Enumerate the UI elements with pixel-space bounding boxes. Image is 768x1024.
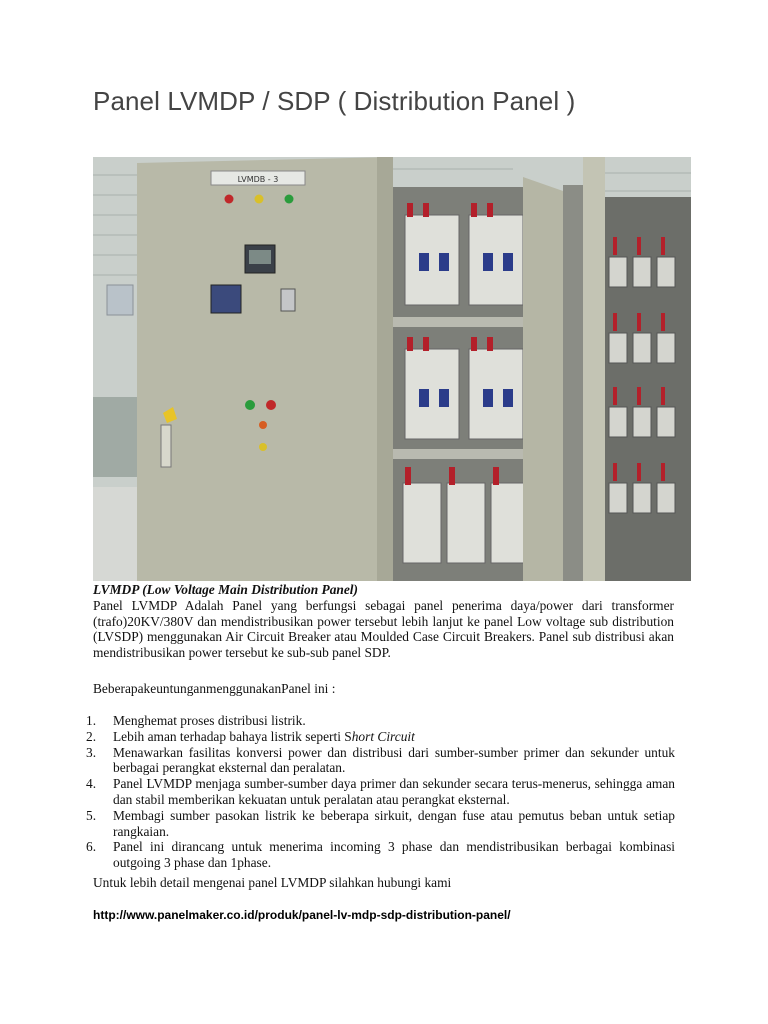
advantages-intro: BeberapakeuntunganmenggunakanPanel ini : — [93, 681, 336, 696]
list-number: 6. — [86, 839, 97, 855]
list-item — [86, 808, 675, 840]
list-item — [86, 839, 675, 871]
description-block — [93, 582, 674, 661]
list-number: 5. — [86, 807, 97, 823]
list-text: Membagi sumber pasokan listrik ke beberapa sirkuit, dengan fuse atau pemutus beban untuk setiap rangkaian. — [113, 807, 675, 839]
door-label: LVMDB - 3 — [237, 175, 279, 184]
list-item — [86, 776, 675, 808]
page-title: Panel LVMDP / SDP ( Distribution Panel ) — [93, 86, 576, 116]
contact-text: Untuk lebih detail mengenai panel LVMDP silahkan hubungi kami — [93, 875, 452, 890]
list-text — [113, 729, 675, 745]
list-text: Panel ini dirancang untuk menerima incoming 3 phase dan mendistribusikan berbagai kombinasi outgoing 3 phase dan 1phase. — [113, 839, 675, 871]
list-number: 3. — [86, 744, 97, 760]
list-item — [86, 729, 675, 745]
list-text: Menawarkan fasilitas konversi power dan distribusi dari sumber-sumber primer dan sekunder untuk berbagai perangkat eksternal dan peralatan. — [113, 744, 675, 776]
list-number: 4. — [86, 776, 97, 792]
list-item — [86, 745, 675, 777]
list-text: Menghemat proses distribusi listrik. — [113, 713, 306, 728]
list-text: Panel LVMDP menjaga sumber-sumber daya primer dan sekunder secara terus-menerus, sehingga aman dan stabil memberikan kekuatan untuk peralatan atau perangkat eksternal. — [113, 776, 675, 807]
list-text-plain: Lebih aman terhadap bahaya listrik seperti S — [113, 728, 352, 744]
list-text-italic: hort Circuit — [351, 728, 415, 744]
description-paragraph: Panel LVMDP Adalah Panel yang berfungsi sebagai panel penerima daya/power dari transformer (trafo)20KV/380V dan mendistribusikan power tersebut lebih lanjut ke panel Low voltage sub distribution (LVSDP) menggunakan Air Circuit Breaker atau Moulded Case Circuit Breakers. Panel sub distribusi akan mendistribusikan power tersebut ke sub-sub panel SDP. — [93, 597, 674, 661]
product-link[interactable]: http://www.panelmaker.co.id/produk/panel-lv-mdp-sdp-distribution-panel/ — [93, 908, 511, 922]
advantages-list — [86, 713, 675, 871]
panel-photo — [93, 157, 691, 581]
list-number: 1. — [86, 713, 97, 728]
list-number: 2. — [86, 728, 97, 744]
photo-caption: LVMDP (Low Voltage Main Distribution Panel) — [93, 582, 358, 597]
panel-photo-illustration — [93, 157, 691, 581]
list-item — [86, 713, 675, 729]
